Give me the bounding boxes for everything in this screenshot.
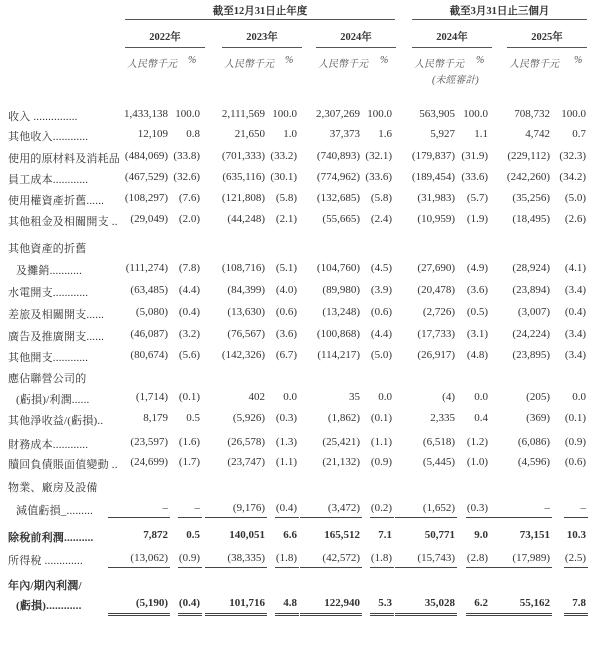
amount-cell: (242,260) <box>506 171 550 183</box>
amount-cell: (9,176) <box>232 502 265 514</box>
amount-cell: (2,726) <box>422 306 455 318</box>
amount-cell: (89,980) <box>322 284 360 296</box>
percent-cell: (0.4) <box>178 597 200 609</box>
amount-cell: (179,837) <box>411 150 455 162</box>
percent-cell: (3.2) <box>178 328 200 340</box>
amount-cell: (21,132) <box>322 456 360 468</box>
underline <box>370 517 394 518</box>
amount-cell: (24,699) <box>130 456 168 468</box>
amount-cell: 50,771 <box>424 529 455 541</box>
underline <box>108 517 170 518</box>
row-label: 其他資產的折舊 <box>8 243 87 255</box>
amount-cell: 35,028 <box>424 597 455 609</box>
percent-cell: 1.0 <box>283 128 297 140</box>
percent-cell: (3.1) <box>466 328 488 340</box>
double-underline <box>370 613 394 616</box>
percent-cell: (4.4) <box>370 328 392 340</box>
year-header: 2023年 <box>246 32 278 43</box>
percent-cell: (2.8) <box>466 552 488 564</box>
amount-cell: (23,597) <box>130 436 168 448</box>
row-label: 應佔聯營公司的 <box>8 373 87 385</box>
row-label: 其他租金及相關開支 .. <box>8 216 118 228</box>
row-label: 減值虧損_......... <box>16 505 94 517</box>
amount-cell: (10,959) <box>417 213 455 225</box>
percent-cell: (32.3) <box>559 150 586 162</box>
percent-cell: (1.7) <box>178 456 200 468</box>
quarter-group-header: 截至3月31日止三個月 <box>449 6 550 17</box>
percent-cell: 1.6 <box>378 128 392 140</box>
amount-cell: 1,433,138 <box>124 108 168 120</box>
percent-cell: (5.0) <box>370 349 392 361</box>
percent-cell: (1.6) <box>178 436 200 448</box>
percent-cell: – <box>580 502 586 514</box>
percent-cell: (4.4) <box>178 284 200 296</box>
amount-cell: (46,087) <box>130 328 168 340</box>
amount-cell: (13,248) <box>322 306 360 318</box>
underline <box>370 567 394 568</box>
percent-cell: 0.0 <box>572 391 586 403</box>
percent-cell: 6.6 <box>283 529 297 541</box>
underline <box>205 567 267 568</box>
amount-cell: (80,674) <box>130 349 168 361</box>
amount-cell: (1,862) <box>327 412 360 424</box>
percent-cell: (0.9) <box>178 552 200 564</box>
amount-cell: (5,080) <box>135 306 168 318</box>
underline <box>300 517 362 518</box>
year-header: 2024年 <box>340 32 372 43</box>
amount-cell: 7,872 <box>143 529 168 541</box>
double-underline <box>466 613 490 616</box>
amount-cell: 21,650 <box>234 128 265 140</box>
amount-cell: – <box>544 502 550 514</box>
percent-cell: (2.6) <box>564 213 586 225</box>
amount-cell: (114,217) <box>317 349 360 361</box>
percent-cell: (33.6) <box>461 171 488 183</box>
percent-cell: 0.4 <box>474 412 488 424</box>
percent-cell: (7.6) <box>178 192 200 204</box>
amount-cell: (25,421) <box>322 436 360 448</box>
amount-cell: (6,086) <box>517 436 550 448</box>
percent-cell: 1.1 <box>474 128 488 140</box>
percent-cell: (0.3) <box>466 502 488 514</box>
underline <box>490 517 552 518</box>
percent-cell: (3.6) <box>275 328 297 340</box>
percent-cell: – <box>194 502 200 514</box>
percent-cell: (33.6) <box>365 171 392 183</box>
percent-cell: 0.7 <box>572 128 586 140</box>
underline <box>205 517 267 518</box>
row-label: 其他收入............ <box>8 131 89 143</box>
percent-cell: (4.9) <box>466 262 488 274</box>
row-label: 員工成本............ <box>8 174 89 186</box>
percent-cell: (0.5) <box>466 306 488 318</box>
percent-cell: 100.0 <box>175 108 200 120</box>
percent-cell: (0.1) <box>564 412 586 424</box>
year-header: 2024年 <box>436 32 468 43</box>
percent-cell: (1.1) <box>370 436 392 448</box>
amount-cell: (15,743) <box>417 552 455 564</box>
percent-cell: (0.6) <box>370 306 392 318</box>
percent-cell: 100.0 <box>463 108 488 120</box>
underline <box>178 517 202 518</box>
amount-cell: (5,926) <box>232 412 265 424</box>
double-underline <box>205 613 267 616</box>
amount-cell: 37,373 <box>329 128 360 140</box>
percent-cell: 0.0 <box>378 391 392 403</box>
percent-cell: (2.1) <box>275 213 297 225</box>
percent-cell: (7.8) <box>178 262 200 274</box>
row-label: 除稅前利潤.......... <box>8 532 94 544</box>
double-underline <box>490 613 552 616</box>
amount-cell: (108,716) <box>221 262 265 274</box>
amount-cell: (104,760) <box>316 262 360 274</box>
amount-cell: 122,940 <box>324 597 360 609</box>
percent-cell: (31.9) <box>461 150 488 162</box>
amount-cell: (1,714) <box>135 391 168 403</box>
percent-cell: 0.0 <box>283 391 297 403</box>
amount-cell: (5,445) <box>422 456 455 468</box>
divider <box>222 47 302 48</box>
row-label: 物業、廠房及設備 <box>8 482 98 494</box>
amount-cell: 708,732 <box>514 108 550 120</box>
amount-cell: (229,112) <box>507 150 550 162</box>
amount-cell: (205) <box>526 391 550 403</box>
percent-cell: (5.1) <box>275 262 297 274</box>
annual-group-header: 截至12月31日止年度 <box>212 6 308 17</box>
row-label: 水電開支............ <box>8 287 89 299</box>
double-underline <box>300 613 362 616</box>
row-label: 使用權資產折舊...... <box>8 195 105 207</box>
percent-cell: (30.1) <box>270 171 297 183</box>
amount-cell: 140,051 <box>229 529 265 541</box>
amount-cell: (44,248) <box>227 213 265 225</box>
amount-cell: (23,894) <box>512 284 550 296</box>
amount-cell: 73,151 <box>519 529 550 541</box>
amount-cell: (4,596) <box>517 456 550 468</box>
unit-amount: 人民幣千元 <box>224 59 274 70</box>
underline <box>300 567 362 568</box>
amount-cell: 8,179 <box>143 412 168 424</box>
row-label: 年內/期內利潤/ <box>8 580 82 592</box>
unit-percent: % <box>476 55 485 66</box>
amount-cell: (142,326) <box>221 349 265 361</box>
row-label: 收入 ............... <box>8 111 78 123</box>
row-label: 使用的原材料及消耗品 <box>8 153 120 165</box>
percent-cell: (0.9) <box>370 456 392 468</box>
percent-cell: (1.1) <box>275 456 297 468</box>
underline <box>178 567 202 568</box>
row-label: 所得稅 ............. <box>8 555 83 567</box>
amount-cell: (5,190) <box>135 597 168 609</box>
amount-cell: 2,307,269 <box>316 108 360 120</box>
unit-amount: 人民幣千元 <box>127 59 177 70</box>
underline <box>108 567 170 568</box>
underline <box>564 517 588 518</box>
percent-cell: (1.0) <box>466 456 488 468</box>
amount-cell: (76,567) <box>227 328 265 340</box>
amount-cell: 5,927 <box>430 128 455 140</box>
amount-cell: (20,478) <box>417 284 455 296</box>
percent-cell: (1.3) <box>275 436 297 448</box>
double-underline <box>178 613 202 616</box>
amount-cell: (17,989) <box>512 552 550 564</box>
amount-cell: (467,529) <box>124 171 168 183</box>
divider <box>412 47 492 48</box>
percent-cell: (0.4) <box>275 502 297 514</box>
amount-cell: (42,572) <box>322 552 360 564</box>
amount-cell: (63,485) <box>130 284 168 296</box>
double-underline <box>275 613 299 616</box>
percent-cell: (6.7) <box>275 349 297 361</box>
amount-cell: (29,049) <box>130 213 168 225</box>
amount-cell: (26,578) <box>227 436 265 448</box>
double-underline <box>395 613 457 616</box>
amount-cell: (3,007) <box>517 306 550 318</box>
amount-cell: 55,162 <box>519 597 550 609</box>
amount-cell: (24,224) <box>512 328 550 340</box>
percent-cell: (3.4) <box>564 284 586 296</box>
amount-cell: (23,747) <box>227 456 265 468</box>
amount-cell: (26,917) <box>417 349 455 361</box>
percent-cell: (4.1) <box>564 262 586 274</box>
amount-cell: (4) <box>442 391 455 403</box>
amount-cell: (369) <box>526 412 550 424</box>
unit-percent: % <box>574 55 583 66</box>
amount-cell: (17,733) <box>417 328 455 340</box>
amount-cell: 2,111,569 <box>221 108 265 120</box>
divider <box>316 47 396 48</box>
amount-cell: 35 <box>349 391 360 403</box>
amount-cell: (6,518) <box>422 436 455 448</box>
percent-cell: (33.2) <box>270 150 297 162</box>
percent-cell: (4.0) <box>275 284 297 296</box>
percent-cell: (3.9) <box>370 284 392 296</box>
row-label: 其他淨收益/(虧損).. <box>8 415 104 427</box>
percent-cell: 0.5 <box>186 529 200 541</box>
row-label: (虧損)/利潤...... <box>16 394 90 406</box>
underline <box>466 567 490 568</box>
percent-cell: 6.2 <box>474 597 488 609</box>
unit-amount: 人民幣千元 <box>509 59 559 70</box>
underline <box>395 567 457 568</box>
amount-cell: 4,742 <box>525 128 550 140</box>
amount-cell: 402 <box>248 391 265 403</box>
amount-cell: (740,893) <box>316 150 360 162</box>
percent-cell: (4.8) <box>466 349 488 361</box>
amount-cell: (100,868) <box>316 328 360 340</box>
amount-cell: (484,069) <box>124 150 168 162</box>
percent-cell: 7.1 <box>378 529 392 541</box>
underline <box>490 567 552 568</box>
percent-cell: (0.1) <box>370 412 392 424</box>
amount-cell: (132,685) <box>316 192 360 204</box>
percent-cell: (5.8) <box>370 192 392 204</box>
percent-cell: (1.9) <box>466 213 488 225</box>
amount-cell: (13,630) <box>227 306 265 318</box>
amount-cell: 12,109 <box>137 128 168 140</box>
amount-cell: (108,297) <box>124 192 168 204</box>
amount-cell: (701,333) <box>221 150 265 162</box>
percent-cell: 0.0 <box>474 391 488 403</box>
percent-cell: 0.8 <box>186 128 200 140</box>
amount-cell: (111,274) <box>125 262 168 274</box>
amount-cell: (84,399) <box>227 284 265 296</box>
percent-cell: (3.4) <box>564 349 586 361</box>
percent-cell: 10.3 <box>566 529 586 541</box>
amount-cell: (23,895) <box>512 349 550 361</box>
amount-cell: 101,716 <box>229 597 265 609</box>
amount-cell: – <box>162 502 168 514</box>
amount-cell: (189,454) <box>411 171 455 183</box>
percent-cell: (5.8) <box>275 192 297 204</box>
percent-cell: 0.5 <box>186 412 200 424</box>
amount-cell: (55,665) <box>322 213 360 225</box>
percent-cell: (33.8) <box>173 150 200 162</box>
percent-cell: (3.4) <box>564 328 586 340</box>
underline <box>275 517 299 518</box>
divider <box>412 19 587 20</box>
unaudited-note: (未經審計) <box>432 75 479 86</box>
unit-amount: 人民幣千元 <box>318 59 368 70</box>
amount-cell: 2,335 <box>430 412 455 424</box>
percent-cell: (2.0) <box>178 213 200 225</box>
underline <box>564 567 588 568</box>
percent-cell: (4.5) <box>370 262 392 274</box>
row-label: (虧損)............ <box>16 600 82 612</box>
unit-percent: % <box>285 55 294 66</box>
amount-cell: 165,512 <box>324 529 360 541</box>
amount-cell: (1,652) <box>422 502 455 514</box>
percent-cell: (5.0) <box>564 192 586 204</box>
row-label: 差旅及相關開支...... <box>8 309 105 321</box>
percent-cell: 100.0 <box>272 108 297 120</box>
unit-percent: % <box>188 55 197 66</box>
percent-cell: (5.7) <box>466 192 488 204</box>
percent-cell: 7.8 <box>572 597 586 609</box>
unit-percent: % <box>380 55 389 66</box>
row-label: 及攤銷........... <box>16 265 83 277</box>
percent-cell: (2.5) <box>564 552 586 564</box>
percent-cell: (0.6) <box>564 456 586 468</box>
amount-cell: (774,962) <box>316 171 360 183</box>
amount-cell: (31,983) <box>417 192 455 204</box>
year-header: 2025年 <box>531 32 563 43</box>
underline <box>466 517 490 518</box>
unit-amount: 人民幣千元 <box>414 59 464 70</box>
amount-cell: (635,116) <box>222 171 265 183</box>
percent-cell: (0.6) <box>275 306 297 318</box>
divider <box>125 47 205 48</box>
percent-cell: 100.0 <box>561 108 586 120</box>
double-underline <box>564 613 588 616</box>
percent-cell: (3.6) <box>466 284 488 296</box>
percent-cell: 9.0 <box>474 529 488 541</box>
percent-cell: 100.0 <box>367 108 392 120</box>
row-label: 財務成本............ <box>8 439 89 451</box>
amount-cell: (18,495) <box>512 213 550 225</box>
amount-cell: (28,924) <box>512 262 550 274</box>
amount-cell: (35,256) <box>512 192 550 204</box>
percent-cell: (34.2) <box>559 171 586 183</box>
percent-cell: 5.3 <box>378 597 392 609</box>
percent-cell: (32.6) <box>173 171 200 183</box>
percent-cell: 4.8 <box>283 597 297 609</box>
percent-cell: (2.4) <box>370 213 392 225</box>
percent-cell: (0.2) <box>370 502 392 514</box>
percent-cell: (0.3) <box>275 412 297 424</box>
percent-cell: (0.1) <box>178 391 200 403</box>
percent-cell: (0.4) <box>564 306 586 318</box>
percent-cell: (1.8) <box>370 552 392 564</box>
percent-cell: (1.8) <box>275 552 297 564</box>
amount-cell: (3,472) <box>327 502 360 514</box>
row-label: 贖回負債賬面值變動 .. <box>8 459 118 471</box>
double-underline <box>108 613 170 616</box>
divider <box>125 19 395 20</box>
row-label: 廣告及推廣開支...... <box>8 331 105 343</box>
percent-cell: (0.4) <box>178 306 200 318</box>
percent-cell: (5.6) <box>178 349 200 361</box>
percent-cell: (1.2) <box>466 436 488 448</box>
divider <box>507 47 587 48</box>
amount-cell: 563,905 <box>419 108 455 120</box>
amount-cell: (13,062) <box>130 552 168 564</box>
percent-cell: (0.9) <box>564 436 586 448</box>
amount-cell: (27,690) <box>417 262 455 274</box>
percent-cell: (32.1) <box>365 150 392 162</box>
year-header: 2022年 <box>149 32 181 43</box>
underline <box>275 567 299 568</box>
amount-cell: (121,808) <box>221 192 265 204</box>
amount-cell: (38,335) <box>227 552 265 564</box>
row-label: 其他開支............ <box>8 352 89 364</box>
underline <box>395 517 457 518</box>
